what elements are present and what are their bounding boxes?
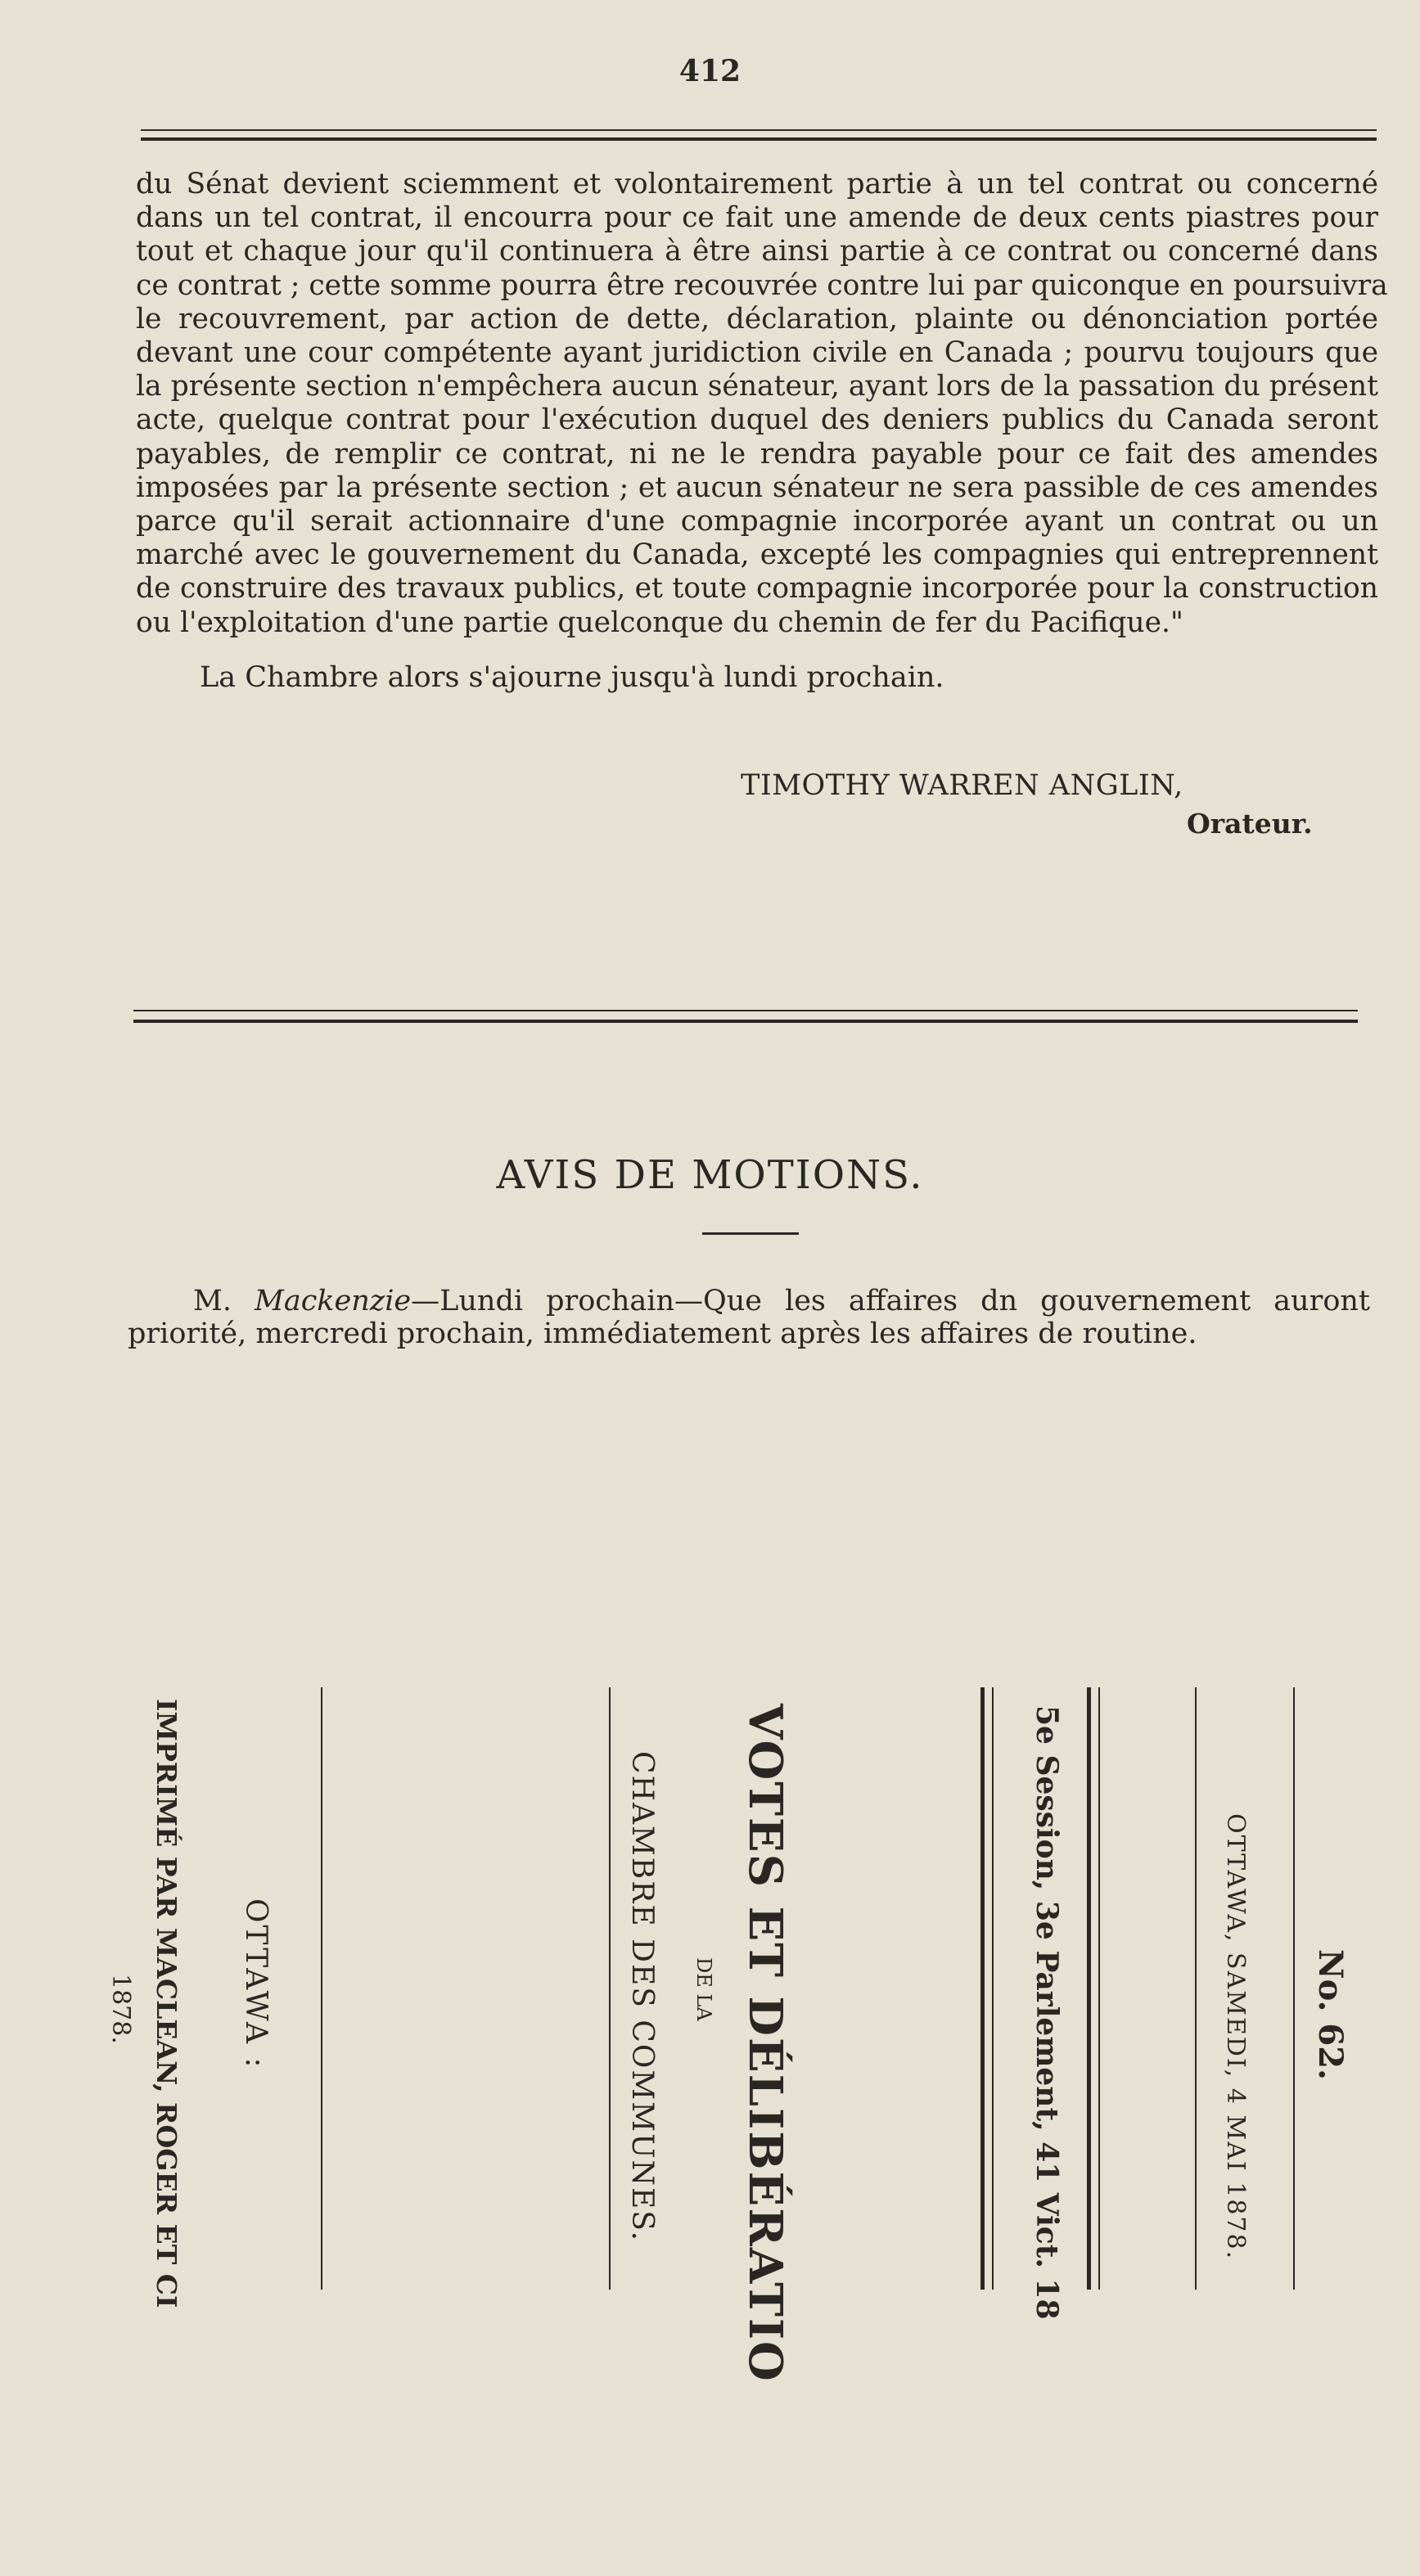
section-rule-thick xyxy=(133,1020,1358,1023)
cover-date: OTTAWA, SAMEDI, 4 MAI 1878. xyxy=(1221,1813,1250,2261)
body-paragraph xyxy=(136,168,1388,640)
cover-rule xyxy=(321,1687,322,2290)
section-rule xyxy=(133,1010,1358,1011)
body-line: de construire des travaux publics, et toute compagnie incorporée pour la construction xyxy=(136,572,1378,606)
body-line: parce qu'il serait actionnaire d'une compagnie incorporée ayant un contrat ou un xyxy=(136,505,1378,538)
cover-title: VOTES ET DÉLIBÉRATIO xyxy=(738,1704,792,2383)
cover-rule xyxy=(1098,1687,1100,2290)
notices-heading: AVIS DE MOTIONS. xyxy=(496,1152,924,1198)
body-line: ou l'exploitation d'une partie quelconque du chemin de fer du Pacifique." xyxy=(136,606,1183,639)
cover-rule-thick xyxy=(1087,1687,1091,2290)
cover-chamber: CHAMBRE DES COMMUNES. xyxy=(625,1751,659,2243)
cover-issue-number: No. 62. xyxy=(1311,1949,1350,2080)
signature-name: TIMOTHY WARREN ANGLIN, xyxy=(741,769,1183,802)
body-line: devant une cour compétente ayant juridiction civile en Canada ; pourvu toujours que xyxy=(136,336,1378,370)
motion-member: Mackenzie xyxy=(255,1285,412,1317)
cover-rule xyxy=(609,1687,611,2290)
cover-session: 5e Session, 3e Parlement, 41 Vict. 18 xyxy=(1030,1705,1064,2320)
motion-line-1 xyxy=(128,1285,1370,1317)
body-line: ce contrat ; cette somme pourra être recouvrée contre lui par quiconque en poursuivra xyxy=(136,268,1388,302)
cover-rule xyxy=(1195,1687,1197,2290)
body-line: acte, quelque contrat pour l'exécution duquel des deniers publics du Canada seront xyxy=(136,403,1378,437)
body-line: le recouvrement, par action de dette, déclaration, plainte ou dénonciation portée xyxy=(136,302,1378,336)
cover-year: 1878. xyxy=(106,1974,135,2044)
body-line: dans un tel contrat, il encourra pour ce fait une amende de deux cents piastres pour xyxy=(136,201,1378,235)
motion-prefix: M. xyxy=(193,1285,255,1317)
cover-printer: IMPRIMÉ PAR MACLEAN, ROGER ET CI xyxy=(151,1699,183,2308)
cover-rule xyxy=(992,1687,994,2290)
cover-city: OTTAWA : xyxy=(239,1898,273,2070)
body-line: tout et chaque jour qu'il continuera à être ainsi partie à ce contrat ou concerné dans xyxy=(136,235,1378,268)
body-line: payables, de remplir ce contrat, ni ne le rendra payable pour ce fait des amendes xyxy=(136,437,1378,471)
header-rule-thick xyxy=(141,137,1377,141)
body-line: du Sénat devient sciemment et volontairement partie à un tel contrat ou concerné xyxy=(136,168,1378,200)
cover-rule-thick xyxy=(980,1687,985,2290)
signature-title: Orateur. xyxy=(1187,808,1313,840)
cover-rule xyxy=(1293,1687,1295,2290)
adjournment-text: La Chambre alors s'ajourne jusqu'à lundi prochain. xyxy=(200,661,944,694)
motion-text: —Lundi prochain—Que les affaires dn gouvernement auront xyxy=(411,1285,1370,1317)
body-line: la présente section n'empêchera aucun sénateur, ayant lors de la passation du présent xyxy=(136,370,1378,403)
cover-de-la: DE LA xyxy=(692,1957,715,2021)
rotated-cover-page xyxy=(106,1687,1400,2383)
heading-underline xyxy=(702,1232,799,1235)
page-number: 412 xyxy=(678,54,742,88)
motion-line-2: priorité, mercredi prochain, immédiatement après les affaires de routine. xyxy=(128,1317,1197,1350)
motion-notice xyxy=(128,1285,1370,1350)
body-line: marché avec le gouvernement du Canada, excepté les compagnies qui entreprennent xyxy=(136,538,1378,572)
header-rule xyxy=(141,129,1377,131)
body-line: imposées par la présente section ; et aucun sénateur ne sera passible de ces amendes xyxy=(136,471,1378,504)
